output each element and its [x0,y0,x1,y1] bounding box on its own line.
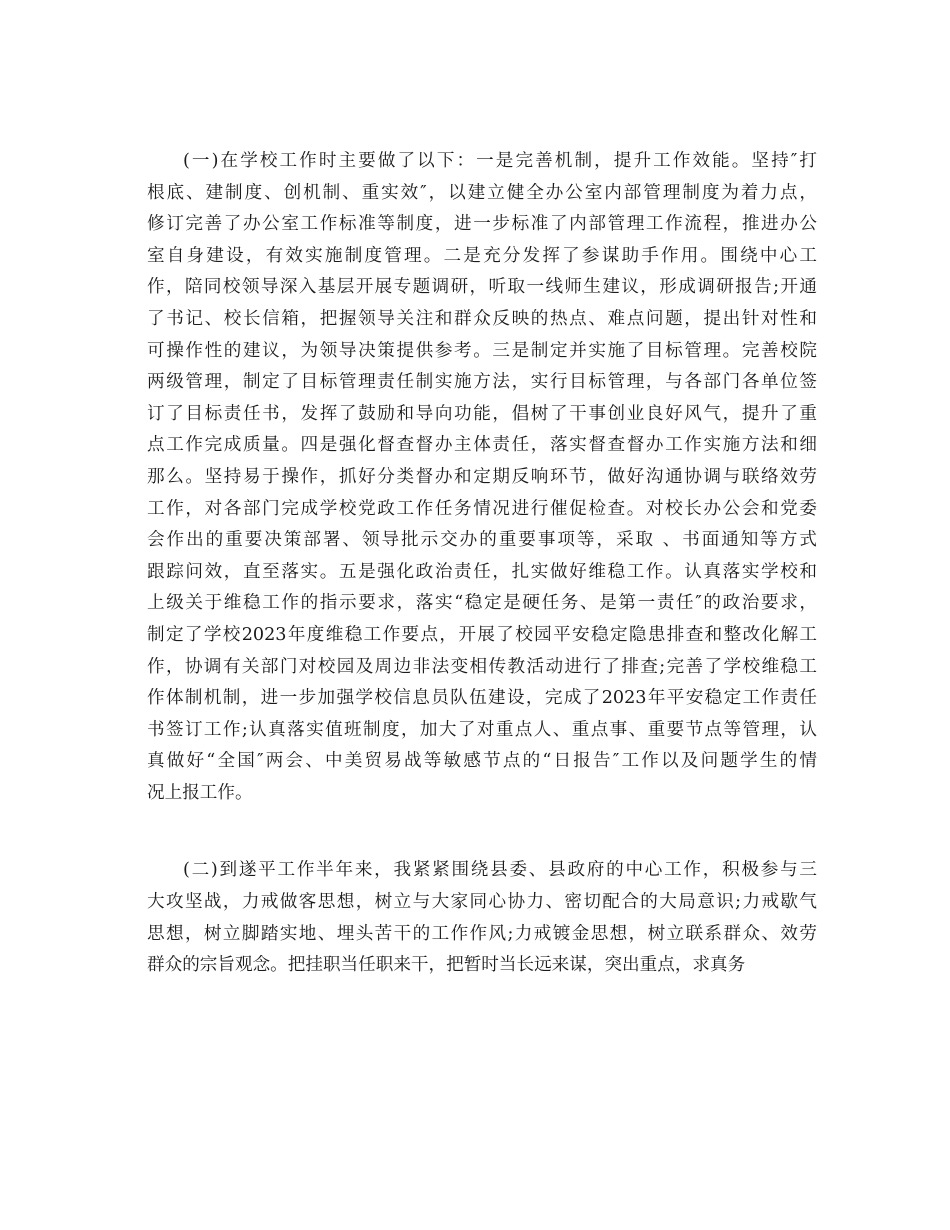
paragraph-line: 大攻坚战，力戒做客思想，树立与大家同心协力、密切配合的大局意识;力戒歇气 [147,892,817,913]
paragraph-line: (二)到遂平工作半年来，我紧紧围绕县委、县政府的中心工作，积极参与三 [183,860,817,881]
paragraph-line: 点工作完成质量。四是强化督查督办主体责任，落实督查督办工作实施方法和细 [147,435,817,456]
paragraph-line: (一)在学校工作时主要做了以下：一是完善机制，提升工作效能。坚持″打 [183,151,817,171]
paragraph-line: 两级管理，制定了目标管理责任制实施方法，实行目标管理，与各部门各单位签 [147,372,817,393]
paragraph-line: 上级关于维稳工作的指示要求，落实“稳定是硬任务、是第一责任″的政治要求， [147,593,817,614]
paragraph-line: 作体制机制，进一步加强学校信息员队伍建设，完成了2023年平安稳定工作责任 [147,688,817,709]
paragraph-line: 工作，对各部门完成学校党政工作任务情况进行催促检查。对校长办公会和党委 [147,498,817,519]
paragraph-line: 书签订工作;认真落实值班制度，加大了对重点人、重点事、重要节点等管理，认 [147,719,817,740]
paragraph-line: 那么。坚持易于操作，抓好分类督办和定期反响环节，做好沟通协调与联络效劳 [147,466,817,487]
document-body [147,146,817,982]
paragraph-spacer [147,809,817,855]
paragraph-line: 修订完善了办公室工作标准等制度，进一步标准了内部管理工作流程，推进办公 [147,214,817,235]
paragraph-line: 订了目标责任书，发挥了鼓励和导向功能，倡树了干事创业良好风气，提升了重 [147,403,817,424]
paragraph-line: 况上报工作。 [147,782,253,803]
paragraph-line: 制定了学校2023年度维稳工作要点，开展了校园平安稳定隐患排查和整改化解工 [147,624,817,645]
paragraph-line: 真做好“全国″两会、中美贸易战等敏感节点的“日报告″工作以及问题学生的情 [147,751,817,772]
paragraph-2 [147,855,817,981]
paragraph-1 [147,146,817,809]
paragraph-line: 群众的宗旨观念。把挂职当任职来干，把暂时当长远来谋，突出重点，求真务 [147,955,746,976]
paragraph-line: 可操作性的建议，为领导决策提供参考。三是制定并实施了目标管理。完善校院 [147,340,817,361]
paragraph-line: 会作出的重要决策部署、领导批示交办的重要事项等，采取 、书面通知等方式 [147,530,817,551]
paragraph-line: 跟踪问效，直至落实。五是强化政治责任，扎实做好维稳工作。认真落实学校和 [147,561,817,582]
paragraph-line: 室自身建设，有效实施制度管理。二是充分发挥了参谋助手作用。围绕中心工 [147,245,817,266]
paragraph-line: 根底、建制度、创机制、重实效″，以建立健全办公室内部管理制度为着力点， [147,182,817,203]
paragraph-line: 作，协调有关部门对校园及周边非法变相传教活动进行了排查;完善了学校维稳工 [147,656,817,677]
paragraph-line: 了书记、校长信箱，把握领导关注和群众反映的热点、难点问题，提出针对性和 [147,308,817,329]
paragraph-line: 作，陪同校领导深入基层开展专题调研，听取一线师生建议，形成调研报告;开通 [147,277,817,298]
paragraph-line: 思想，树立脚踏实地、埋头苦干的工作作风;力戒镀金思想，树立联系群众、效劳 [147,923,817,944]
